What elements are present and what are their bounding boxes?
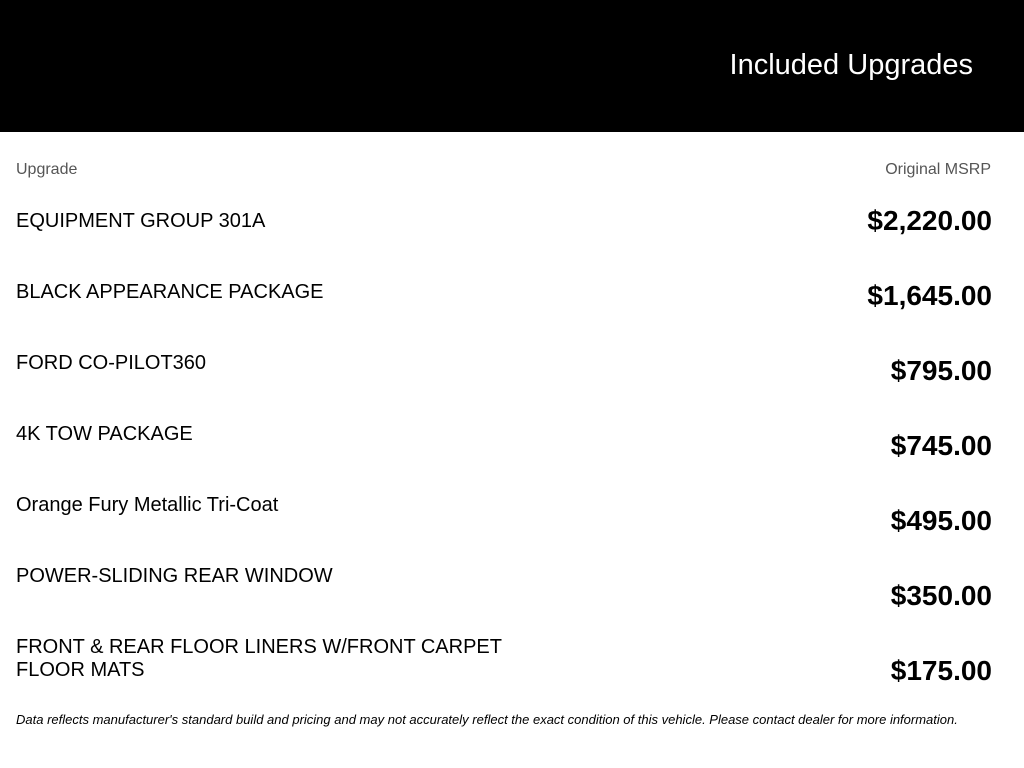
upgrade-price: $745.00 xyxy=(890,430,992,461)
upgrade-price: $175.00 xyxy=(890,655,992,686)
page-title: Included Upgrades xyxy=(729,49,973,81)
upgrade-name: 4K TOW PACKAGE xyxy=(16,423,193,445)
list-item xyxy=(0,423,1024,483)
upgrade-name: POWER-SLIDING REAR WINDOW xyxy=(16,565,333,587)
upgrade-price: $495.00 xyxy=(890,505,992,536)
page-header xyxy=(0,0,1024,132)
upgrade-name: BLACK APPEARANCE PACKAGE xyxy=(16,281,324,303)
disclaimer-text: Data reflects manufacturer's standard build and pricing and may not accurately reflect the exact condition of this vehicle. Please contact dealer for more information. xyxy=(16,712,958,727)
upgrade-name: FRONT & REAR FLOOR LINERS W/FRONT CARPET FLOOR MATS xyxy=(16,636,502,681)
upgrade-name: EQUIPMENT GROUP 301A xyxy=(16,210,266,232)
msrp-column-header: Original MSRP xyxy=(885,161,991,178)
upgrade-price: $2,220.00 xyxy=(867,205,992,236)
upgrade-name: Orange Fury Metallic Tri-Coat xyxy=(16,494,279,516)
list-item xyxy=(0,281,1024,341)
list-item xyxy=(0,494,1024,554)
upgrade-column-header: Upgrade xyxy=(16,161,78,178)
list-item xyxy=(0,352,1024,412)
upgrade-price: $795.00 xyxy=(890,355,992,386)
list-item xyxy=(0,205,1024,270)
list-item xyxy=(0,565,1024,625)
upgrade-price: $350.00 xyxy=(890,580,992,611)
list-item xyxy=(0,636,1024,696)
upgrade-price: $1,645.00 xyxy=(867,280,992,311)
upgrade-name: FORD CO-PILOT360 xyxy=(16,352,207,374)
